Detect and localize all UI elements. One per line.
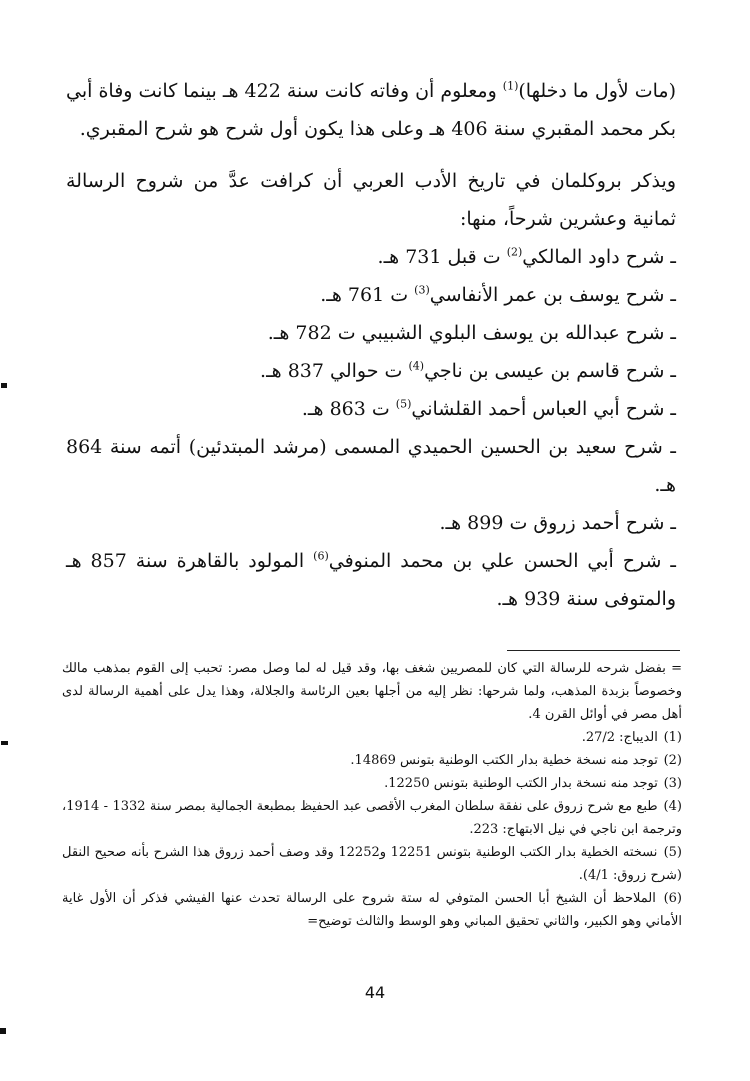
footnote: (2) توجد منه نسخة خطية بدار الكتب الوطنية بتونس 14869. [350,753,682,768]
list-item: ـ شرح أبي الحسن علي بن محمد المنوفي$^{(6)}$ المولود بالقاهرة سنة 857 هـ والمتوفى سنة 939 هـ. [66,549,676,610]
paragraph-1: (مات لأول ما دخلها)$^{(1)}$ ومعلوم أن وفاته كانت سنة 422 هـ بينما كانت وفاة أبي بكر محمد المقبري سنة 406 هـ وعلى هذا يكون أول شرح هو شرح المقبري. [66,79,677,140]
list-item: ـ شرح سعيد بن الحسين الحميدي المسمى (مرشد المبتدئين) أتمه سنة 864 هـ. [66,436,676,496]
commentary-list [66,238,676,618]
list-item: ـ شرح قاسم بن عيسى بن ناجي$^{(4)}$ ت حوالي 837 هـ. [260,359,676,382]
margin-mark [0,1028,6,1034]
footnote: (4) طبع مع شرح زروق على نفقة سلطان المغرب الأقصى عبد الحفيظ بمطبعة الجمالية بمصر سنة 1332 - 1914، وترجمة ابن ناجي في نيل الابتهاج: 223. [62,799,682,837]
footnote-separator [507,650,680,651]
list-item: ـ شرح يوسف بن عمر الأنفاسي$^{(3)}$ ت 761 هـ. [320,283,676,306]
footnote: (6) الملاحظ أن الشيخ أبا الحسن المتوفي له ستة شروح على الرسالة تحدث عنها الفيشي فذكر أن الأول غاية الأماني وهو الكبير، والثاني تحقيق المباني وهو الوسط والثالث توضيح= [62,891,682,929]
footnote: (3) توجد منه نسخة بدار الكتب الوطنية بتونس 12250. [384,776,682,791]
footnote: (1) الديباج: 27/2. [581,730,682,745]
page-number: 44 [364,983,386,1002]
footnote-ref-1: (1) [502,79,519,93]
footnotes [62,657,682,933]
list-item: ـ شرح أحمد زروق ت 899 هـ. [439,512,676,534]
paragraph-2: ويذكر بروكلمان في تاريخ الأدب العربي أن كرافت عدَّ من شروح الرسالة ثمانية وعشرين شرحاً، منها: [66,170,676,230]
list-item: ـ شرح عبدالله بن يوسف البلوي الشبيبي ت 782 هـ. [267,322,676,344]
footnote: (5) نسخته الخطية بدار الكتب الوطنية بتونس 12251 و12252 وقد وصف أحمد زروق هذا الشرح بأنه صحيح النقل (شرح زروق: 4/1). [62,845,682,883]
footnote-continued: = بفضل شرحه للرسالة التي كان للمصريين شغف بها، وقد قيل له لما وصل مصر: تحبب إلى القوم بمذهب مالك وخصوصاً بزبدة المذهب، ولما شرحها: نظر إليه من أجلها بعين الرئاسة والجلالة، وهذا يدل على أهمية الرسالة لدى أهل مصر في أوائل القرن 4. [62,661,682,722]
main-text [66,72,676,618]
list-item: ـ شرح أبي العباس أحمد القلشاني$^{(5)}$ ت 863 هـ. [301,397,676,420]
margin-mark [1,741,8,745]
margin-mark [1,383,7,388]
list-item: ـ شرح داود المالكي$^{(2)}$ ت قبل 731 هـ. [377,245,676,268]
